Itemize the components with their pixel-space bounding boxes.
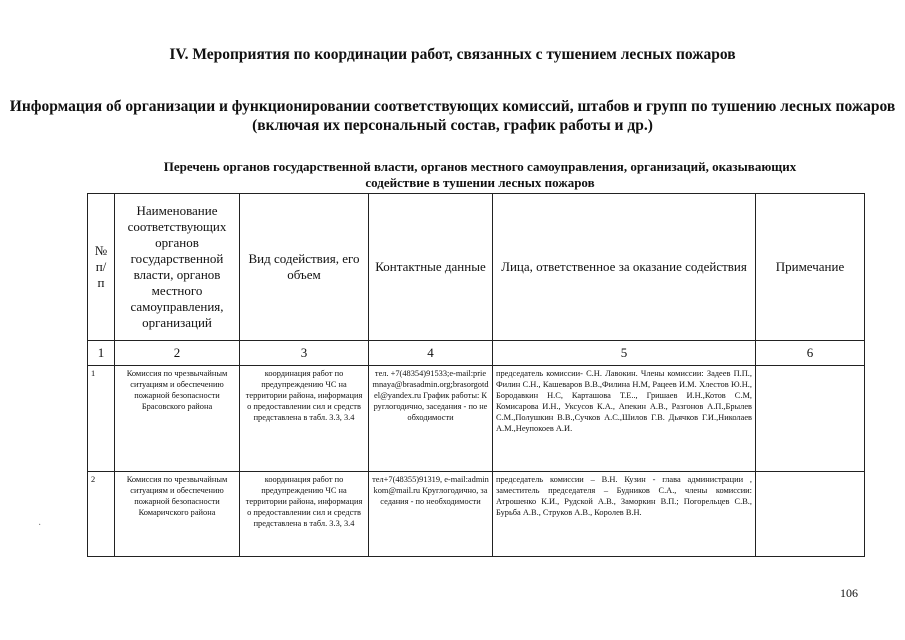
note-cell (756, 472, 865, 557)
header-cell-organization: Наименование соответствующих органов государственной власти, органов местного самоуправления, организаций (115, 194, 240, 341)
page-number: 106 (840, 586, 858, 600)
column-number: 5 (493, 341, 756, 366)
organization-cell: Комиссия по чрезвычайным ситуациям и обеспечению пожарной безопасности Комаричского района (115, 472, 240, 557)
row-number: 1 (88, 366, 115, 472)
margin-mark: · (38, 520, 42, 531)
organization-cell: Комиссия по чрезвычайным ситуациям и обеспечению пожарной безопасности Брасовского района (115, 366, 240, 472)
row-number: 2 (88, 472, 115, 557)
column-number: 4 (369, 341, 493, 366)
column-number: 6 (756, 341, 865, 366)
contacts-cell: тел. +7(48354)91533;e-mail:priemnaya@brasadmin.org;brasorgotdel@yandex.ru График работы: Круглогодично, заседания - по необходимости (369, 366, 493, 472)
note-cell (756, 366, 865, 472)
assistance-type-cell: координация работ по предупреждению ЧС на территории района, информация о предоставлении сил и средств представлена в табл. 3.3, 3.4 (240, 472, 369, 557)
list-heading: Перечень органов государственной власти, органов местного самоуправления, организаций, оказывающих содействие в тушении лесных пожаров (163, 159, 797, 190)
responsible-persons-cell: председатель комиссии – В.Н. Кузин - глава администрации , заместитель председателя – Будников С.А., члены комиссии: Атрошенко К.И., Рудской А.В., Заморкин В.П.; Погорельцев С.В., Бурьба А.В., Струков А.В., Королев В.Н. (493, 472, 756, 557)
table-row (88, 472, 865, 557)
contacts-cell: тел+7(48355)91319, e-mail:adminkom@mail.ru Круглогодично, заседания - по необходимости (369, 472, 493, 557)
responsible-persons-cell: председатель комиссии- С.Н. Лавокин. Члены комиссии: Задеев П.П., Филин С.Н., Кашеваров В.В.,Филина Н.М, Рацеев И.М. Хлестов Ю.Н., Бородавкин Н.С, Карташова Т.Е.., Гришаев И.Н.,Котов С.М, Комисарова И.Н., Уксусов К.А., Апекин А.В., Разгонов А.П.,Брылев С.М.,Полушкин В.В.,Сучков А.С.,Шилов Г.В. Дьячков Г.И.,Николаев А.М.,Неупокоев А.И. (493, 366, 756, 472)
column-number: 1 (88, 341, 115, 366)
header-cell-contacts: Контактные данные (369, 194, 493, 341)
column-number: 3 (240, 341, 369, 366)
section-title: IV. Мероприятия по координации работ, связанных с тушением лесных пожаров (169, 46, 736, 63)
assistance-type-cell: координация работ по предупреждению ЧС на территории района, информация о предоставлении сил и средств представлена в табл. 3.3, 3.4 (240, 366, 369, 472)
header-cell-number: № п/ п (88, 194, 115, 341)
table-header-row (88, 194, 865, 341)
header-cell-assistance-type: Вид содействия, его объем (240, 194, 369, 341)
column-number: 2 (115, 341, 240, 366)
info-heading: Информация об организации и функционировании соответствующих комиссий, штабов и групп по тушению лесных пожаров (включая их персональный состав, график работы и др.) (9, 98, 896, 134)
organizations-table (87, 193, 865, 557)
table-row (88, 366, 865, 472)
header-cell-responsible: Лица, ответственное за оказание содействия (493, 194, 756, 341)
header-cell-note: Примечание (756, 194, 865, 341)
column-number-row (88, 341, 865, 366)
